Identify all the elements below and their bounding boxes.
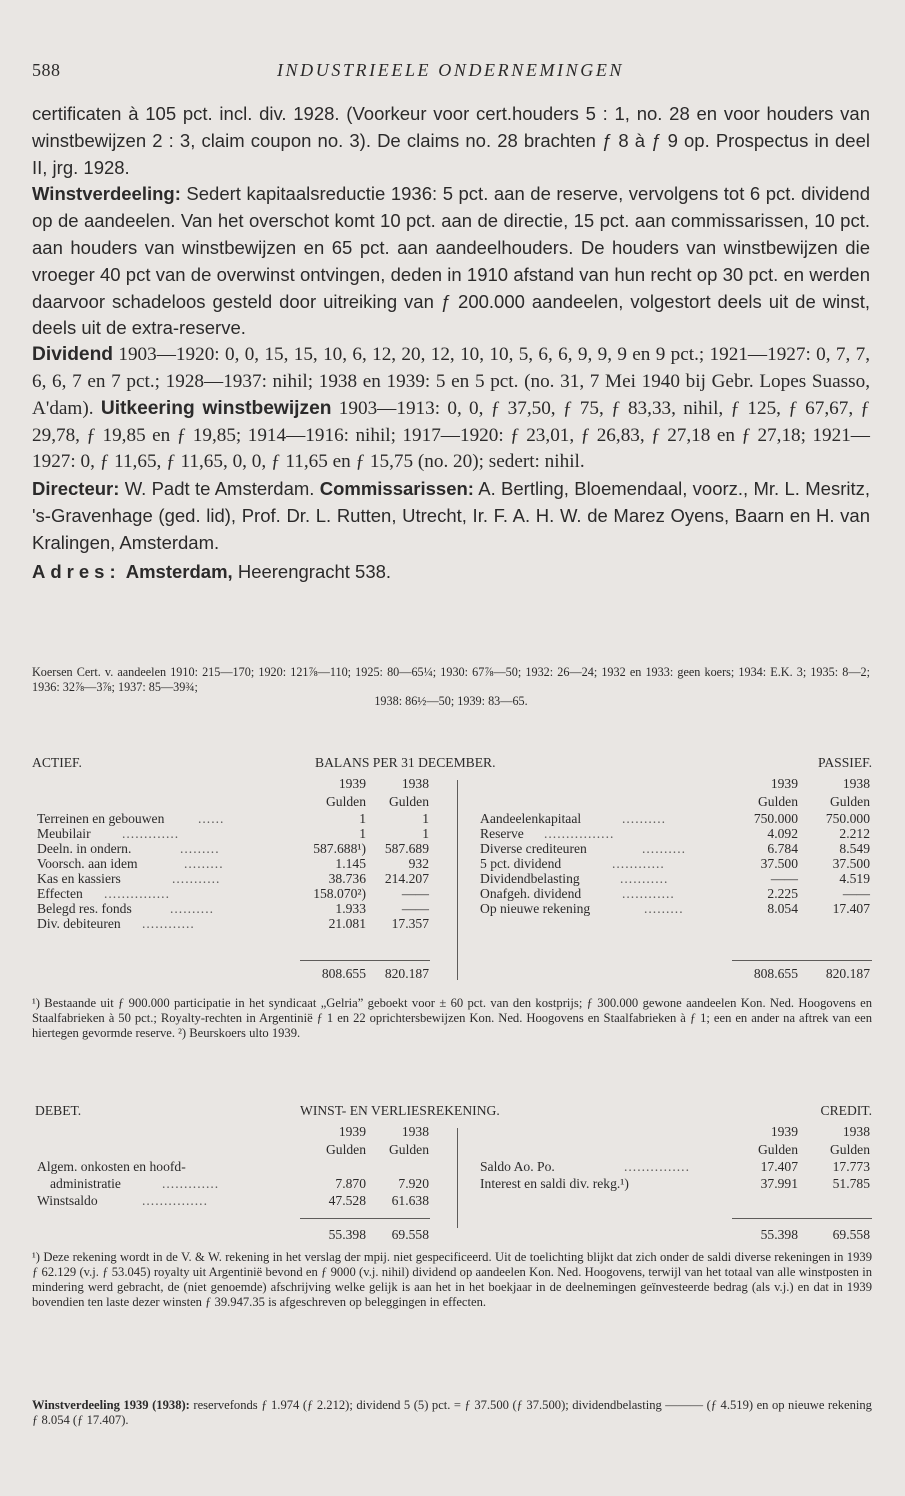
balans-table: [32, 755, 872, 995]
leader-dots: ..........: [642, 841, 686, 856]
row-value-1938: ——: [842, 886, 870, 901]
debet-row-1b: [32, 1176, 872, 1192]
paragraph-dividend: [32, 342, 870, 476]
unit-1938: Gulden: [388, 794, 429, 809]
winst-year-1939-right: 1939: [770, 1124, 798, 1139]
actief-total-1939: 808.655: [321, 966, 366, 981]
row-label: Belegd res. fonds: [37, 901, 132, 916]
balans-footnote: ¹) Bestaande uit ƒ 900.000 participatie in het syndicaat „Gelria” geboekt voor ± 60 pct. van den kostprijs; ƒ 300.000 gewone aandeelen Kon. Ned. Hoogovens en Staalfabrieken à 50 pct.; Royalty-rechten in Argentinië ƒ 1 en 22 oprichtersbewijzen Kon. Ned. Hoogovens en Staalfabrieken à ƒ 1; een en ander na aftrek van een hiertegen gevormde reserve. ²) Beurskoers ulto 1939.: [32, 996, 872, 1041]
body-text: [32, 101, 870, 585]
balans-title-row: [32, 755, 872, 771]
debet-total-rule: [300, 1218, 430, 1219]
unit-1938-right: Gulden: [829, 794, 870, 809]
winst-year-1938-right: 1938: [842, 1124, 870, 1139]
row-value-1939: 1: [359, 811, 366, 826]
row-value-1938: ——: [401, 886, 429, 901]
winst-unit-1939-right: Gulden: [757, 1142, 798, 1157]
credit-total-1938: 69.558: [832, 1227, 870, 1242]
row-value-1939: 38.736: [328, 871, 366, 886]
koersen-line-1: Koersen Cert. v. aandeelen 1910: 215—170; 1920: 121⅞—110; 1925: 80—65¼; 1930: 67⅞—50; 1932: 26—24; 1932 en 1933: geen koers; 1934: E.K. 3; 1935: 8—2; 1936: 32⅞—3⅞; 1937: 85—39¾;: [32, 665, 870, 694]
year-1938: 1938: [401, 776, 429, 791]
winst-years-row: [32, 1124, 872, 1140]
table-row: [32, 826, 872, 842]
balans-years-row: [32, 776, 872, 792]
table-row: [32, 916, 872, 932]
winst-title-row: [32, 1103, 872, 1119]
paragraph-intro: [32, 101, 870, 181]
intro-text: certificaten à 105 pct. incl. div. 1928. (Voorkeur voor cert.houders 5 : 1, no. 28 en voor houders van winstbewijzen 2 : 3, claim coupon no. 3). De claims no. 28 brachten ƒ 8 à ƒ 9 op. Prospectus in deel II, jrg. 1928.: [32, 103, 870, 178]
credit-total-rule: [732, 1218, 872, 1219]
leader-dots: ...........: [620, 871, 669, 886]
row-value-1938: 214.207: [384, 871, 429, 886]
actief-total-rule: [300, 960, 430, 961]
row-value-1938: 37.500: [832, 856, 870, 871]
winstverdeeling-label: Winstverdeeling:: [32, 183, 181, 205]
balans-title: BALANS PER 31 DECEMBER.: [315, 755, 496, 770]
commissarissen-text: A. Bertling, Bloemendaal, voorz., Mr. L. Mesritz, 's-Gravenhage (ged. lid), Prof. Dr. L. Rutten, Utrecht, Ir. F. A. H. W. de Marez Oyens, Baarn en H. van Kralingen, Amsterdam.: [32, 478, 871, 553]
debet-value-1939: 47.528: [328, 1193, 366, 1208]
row-value-1939: 750.000: [753, 811, 798, 826]
table-row: [32, 886, 872, 902]
slot-winstverdeeling: [32, 1398, 872, 1428]
winst-unit-1938-right: Gulden: [829, 1142, 870, 1157]
leader-dots: .........: [184, 856, 224, 871]
winst-unit-1939: Gulden: [325, 1142, 366, 1157]
row-label: Div. debiteuren: [37, 916, 121, 931]
row-label: Terreinen en gebouwen: [37, 811, 165, 826]
row-label: Deeln. in ondern.: [37, 841, 132, 856]
unit-1939-right: Gulden: [757, 794, 798, 809]
leader-dots: ..........: [170, 901, 214, 916]
commissarissen-label: Commissarissen:: [319, 478, 474, 500]
passief-total-1939: 808.655: [753, 966, 798, 981]
leader-dots: ............: [622, 886, 675, 901]
winst-year-1939: 1939: [338, 1124, 366, 1139]
credit-value-1938: 51.785: [832, 1176, 870, 1191]
row-label: Kas en kassiers: [37, 871, 121, 886]
leader-dots: .........: [644, 901, 684, 916]
row-value-1938: 1: [422, 826, 429, 841]
year-1939: 1939: [338, 776, 366, 791]
leader-dots: ................: [544, 826, 615, 841]
row-value-1939: 1: [359, 826, 366, 841]
row-value-1938: 1: [422, 811, 429, 826]
debet-row-2: [32, 1193, 872, 1209]
leader-dots: .........: [180, 841, 220, 856]
running-title: INDUSTRIEELE ONDERNEMINGEN: [276, 60, 625, 80]
debet-row-1a: [32, 1159, 872, 1175]
year-1939-right: 1939: [770, 776, 798, 791]
dividend-label: Dividend: [32, 344, 114, 366]
row-value-1938: 8.549: [839, 841, 870, 856]
leader-dots: ............: [612, 856, 665, 871]
koersen-line-2: 1938: 86½—50; 1939: 83—65.: [374, 694, 528, 708]
year-1938-right: 1938: [842, 776, 870, 791]
page-number: 588: [32, 60, 61, 80]
debet-label: Winstsaldo: [37, 1193, 98, 1208]
row-value-1939: 21.081: [328, 916, 366, 931]
row-value-1938: 750.000: [825, 811, 870, 826]
paragraph-adres: [32, 559, 870, 586]
actief-total-1938: 820.187: [384, 966, 429, 981]
passief-title: PASSIEF.: [818, 755, 872, 770]
leader-dots: ..........: [622, 811, 666, 826]
balans-divider: [457, 780, 458, 980]
koersen-block: [32, 665, 870, 709]
leader-dots: .............: [122, 826, 180, 841]
row-label: Diverse crediteuren: [480, 841, 587, 856]
adres-street: Heerengracht 538.: [232, 560, 392, 582]
leader-dots: ...............: [104, 886, 170, 901]
row-value-1939: ——: [770, 871, 798, 886]
debet-value-1938: 61.638: [391, 1193, 429, 1208]
row-value-1938: 17.357: [391, 916, 429, 931]
row-value-1939: 1.145: [335, 856, 366, 871]
row-label: Meubilair: [37, 826, 91, 841]
row-value-1939: 4.092: [767, 826, 798, 841]
paragraph-winstverdeeling: [32, 181, 870, 342]
row-value-1938: 4.519: [839, 871, 870, 886]
directeur-text: W. Padt te Amsterdam.: [119, 478, 315, 500]
directeur-label: Directeur:: [32, 478, 120, 500]
winst-year-1938: 1938: [401, 1124, 429, 1139]
row-label: 5 pct. dividend: [480, 856, 562, 871]
table-row: [32, 871, 872, 887]
table-row: [32, 811, 872, 827]
row-label: Dividendbelasting: [480, 871, 580, 886]
adres-label: Adres:: [32, 560, 121, 582]
debet-title: DEBET.: [35, 1103, 82, 1118]
debet-total-1939: 55.398: [328, 1227, 366, 1242]
adres-city: Amsterdam,: [125, 560, 233, 582]
table-row: [32, 856, 872, 872]
row-value-1939: 6.784: [767, 841, 798, 856]
passief-total-rule: [732, 960, 872, 961]
row-label: Voorsch. aan idem: [37, 856, 138, 871]
credit-value-1938: 17.773: [832, 1159, 870, 1174]
row-value-1939: 8.054: [767, 901, 798, 916]
debet-total-1938: 69.558: [391, 1227, 429, 1242]
dividend-text: 1903—1920: 0, 0, 15, 15, 10, 6, 12, 20, 12, 10, 10, 5, 6, 6, 9, 9, 9 en 9 pct.; 1921—1927: 0, 7, 7, 6, 6, 7 en 7 pct.; 1928—1937: nihil; 1938 en 1939: 5 en 5 pct. (no. 31, 7 Mei 1940 bij Gebr. Lopes Suasso, A'dam).: [32, 344, 870, 419]
debet-label: administratie: [50, 1176, 121, 1191]
credit-label: Interest en saldi div. rekg.¹): [480, 1176, 629, 1191]
row-value-1938: 17.407: [832, 901, 870, 916]
unit-1939: Gulden: [325, 794, 366, 809]
balans-total-row: [32, 966, 872, 982]
uitkeering-text: 1903—1913: 0, 0, ƒ 37,50, ƒ 75, ƒ 83,33, nihil, ƒ 125, ƒ 67,67, ƒ 29,78, ƒ 19,85 en ƒ 19,85; 1914—1916: nihil; 1917—1920: ƒ 23,01, ƒ 26,83, ƒ 27,18 en ƒ 27,18; 1921—1927: 0, ƒ 11,65, ƒ 11,65, 0, 0, ƒ 11,65 en ƒ 15,75 (no. 20); sedert: nihil.: [32, 397, 870, 473]
credit-label: Saldo Ao. Po.: [480, 1159, 555, 1174]
debet-label: Algem. onkosten en hoofd-: [37, 1159, 186, 1174]
passief-total-1938: 820.187: [825, 966, 870, 981]
leader-dots: ...............: [142, 1193, 208, 1208]
row-value-1938: 587.689: [384, 841, 429, 856]
row-value-1938: 2.212: [839, 826, 870, 841]
credit-value-1939: 17.407: [760, 1159, 798, 1174]
leader-dots: ...........: [172, 871, 221, 886]
row-label: Op nieuwe rekening: [480, 901, 591, 916]
page-header: [32, 60, 869, 90]
table-row: [32, 901, 872, 917]
actief-title: ACTIEF.: [32, 755, 82, 770]
leader-dots: .............: [162, 1176, 220, 1191]
winst-title: WINST- EN VERLIESREKENING.: [300, 1103, 500, 1118]
row-value-1939: 158.070²): [313, 886, 366, 901]
row-value-1939: 37.500: [760, 856, 798, 871]
row-value-1939: 2.225: [767, 886, 798, 901]
winst-units-row: [32, 1142, 872, 1158]
row-label: Onafgeh. dividend: [480, 886, 582, 901]
slot-label: Winstverdeeling 1939 (1938):: [32, 1398, 190, 1412]
row-value-1939: 587.688¹): [313, 841, 366, 856]
paragraph-directie: [32, 476, 870, 556]
debet-value-1939: 7.870: [335, 1176, 366, 1191]
winst-table: [32, 1103, 872, 1243]
winst-footnote: ¹) Deze rekening wordt in de V. & W. rekening in het verslag der mpij. niet gespecificeerd. Uit de toelichting blijkt dat zich onder de saldi diverse rekeningen in 1939 ƒ 62.129 (v.j. ƒ 53.045) royalty uit Argentinië bevond en ƒ 9000 (v.j. nihil) dividend op aandeelen Kon. Ned. Hoogovens, terwijl van het totaal van alle winstposten in mindering werd gebracht, de (niet genoemde) afschrijving welke gelijk is aan het in het boekjaar in de deelnemingen geïnvesteerde bedrag (als v.j.) en dat in 1939 bovendien ten laste dezer winsten ƒ 39.947.35 is afgeschreven op beleggingen in effecten.: [32, 1250, 872, 1310]
winst-unit-1938: Gulden: [388, 1142, 429, 1157]
row-label: Reserve: [480, 826, 524, 841]
winst-divider: [457, 1128, 458, 1228]
leader-dots: ...............: [624, 1159, 690, 1174]
leader-dots: ......: [198, 811, 225, 826]
winst-total-row: [32, 1227, 872, 1243]
leader-dots: ............: [142, 916, 195, 931]
debet-value-1938: 7.920: [398, 1176, 429, 1191]
credit-title: CREDIT.: [820, 1103, 872, 1118]
balans-units-row: [32, 794, 872, 810]
table-row: [32, 841, 872, 857]
credit-total-1939: 55.398: [760, 1227, 798, 1242]
slot-text: reservefonds ƒ 1.974 (ƒ 2.212); dividend 5 (5) pct. = ƒ 37.500 (ƒ 37.500); dividendbelasting ——— (ƒ 4.519) en op nieuwe rekening ƒ 8.054 (ƒ 17.407).: [32, 1398, 872, 1428]
row-value-1938: ——: [401, 901, 429, 916]
row-value-1939: 1.933: [335, 901, 366, 916]
credit-value-1939: 37.991: [760, 1176, 798, 1191]
uitkeering-label: Uitkeering winstbewijzen: [100, 397, 332, 419]
row-value-1938: 932: [408, 856, 429, 871]
winstverdeeling-text: Sedert kapitaalsreductie 1936: 5 pct. aan de reserve, vervolgens tot 6 pct. dividend op de aandeelen. Van het overschot komt 10 pct. aan de directie, 15 pct. aan commissarissen, 10 pct. aan houders van winstbewijzen en 65 pct. aan aandeelhouders. De houders van winstbewijzen die vroeger 40 pct van de overwinst ontvingen, deden in 1910 afstand van hun recht op 30 pct. en werden daarvoor schadeloos gesteld door uitreiking van ƒ 200.000 aandeelen, volgestort deels uit de winst, deels uit de extra-reserve.: [32, 183, 870, 339]
row-label: Effecten: [37, 886, 83, 901]
row-label: Aandeelenkapitaal: [480, 811, 582, 826]
